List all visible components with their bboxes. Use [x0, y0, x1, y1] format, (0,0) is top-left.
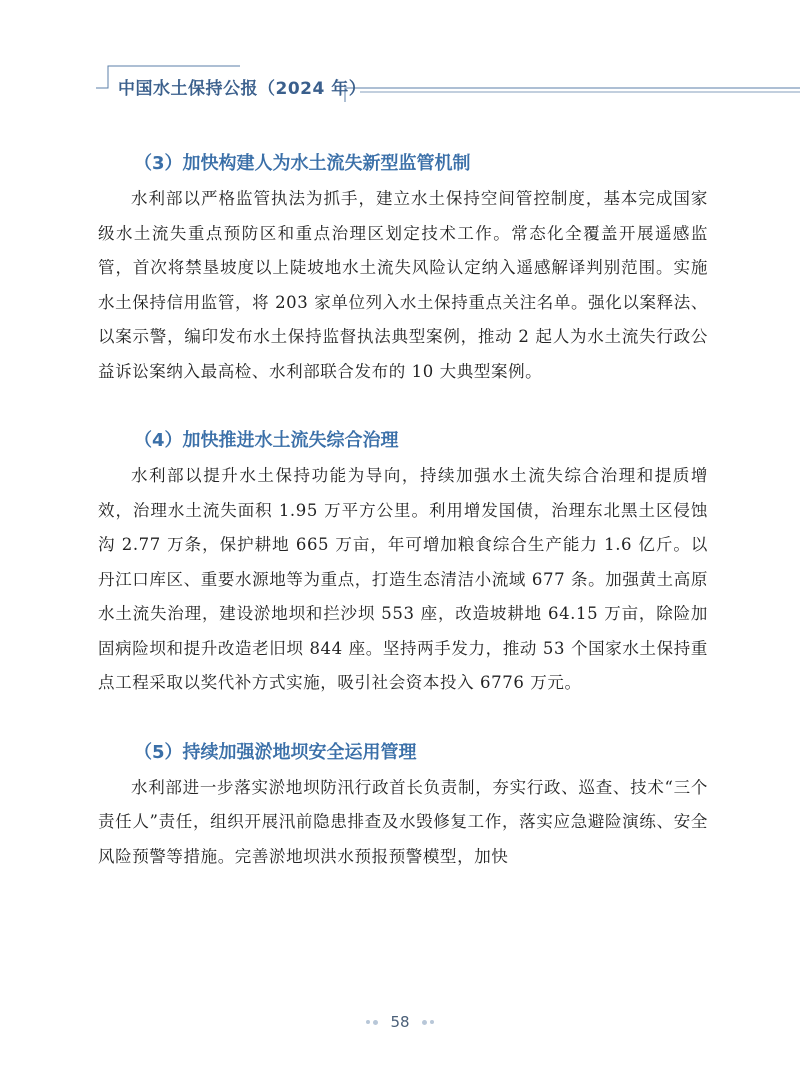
section-heading: （3）加快构建人为水土流失新型监管机制 [134, 153, 471, 174]
document-body [98, 146, 708, 874]
page-number: 58 [390, 1013, 410, 1031]
section-paragraph: 水利部以严格监管执法为抓手，建立水土保持空间管控制度，基本完成国家级水土流失重点预防区和重点治理区划定技术工作。常态化全覆盖开展遥感监管，首次将禁垦坡度以上陡坡地水土流失风险认定纳入遥感解译判别范围。实施水土保持信用监管，将 203 家单位列入水土保持重点关注名单。强化以案释法、以案示警，编印发布水土保持监督执法典型案例，推动 2 起人为水土流失行政公益诉讼案纳入最高检、水利部联合发布的 10 大典型案例。 [98, 189, 708, 381]
section-paragraph: 水利部进一步落实淤地坝防汛行政首长负责制，夯实行政、巡查、技术“三个责任人”责任，组织开展汛前隐患排查及水毁修复工作，落实应急避险演练、安全风险预警等措施。完善淤地坝洪水预报预警模型，加快 [98, 777, 708, 866]
footer-dots-left [366, 1020, 378, 1025]
section-heading: （4）加快推进水土流失综合治理 [134, 430, 399, 451]
footer-dots-right [422, 1020, 434, 1025]
page-footer [0, 1008, 800, 1036]
section-paragraph: 水利部以提升水土保持功能为导向，持续加强水土流失综合治理和提质增效，治理水土流失面积 1.95 万平方公里。利用增发国债，治理东北黑土区侵蚀沟 2.77 万条，保护耕地 665 万亩，年可增加粮食综合生产能力 1.6 亿斤。以丹江口库区、重要水源地等为重点，打造生态清洁小流域 677 条。加强黄土高原水土流失治理，建设淤地坝和拦沙坝 553 座，改造坡耕地 64.15 万亩，除险加固病险坝和提升改造老旧坝 844 座。坚持两手发力，推动 53 个国家水土保持重点工程采取以奖代补方式实施，吸引社会资本投入 6776 万元。 [98, 466, 708, 692]
page-header [0, 0, 800, 110]
header-title: 中国水土保持公报（2024 年） [118, 79, 367, 99]
section-heading: （5）持续加强淤地坝安全运用管理 [134, 741, 417, 763]
